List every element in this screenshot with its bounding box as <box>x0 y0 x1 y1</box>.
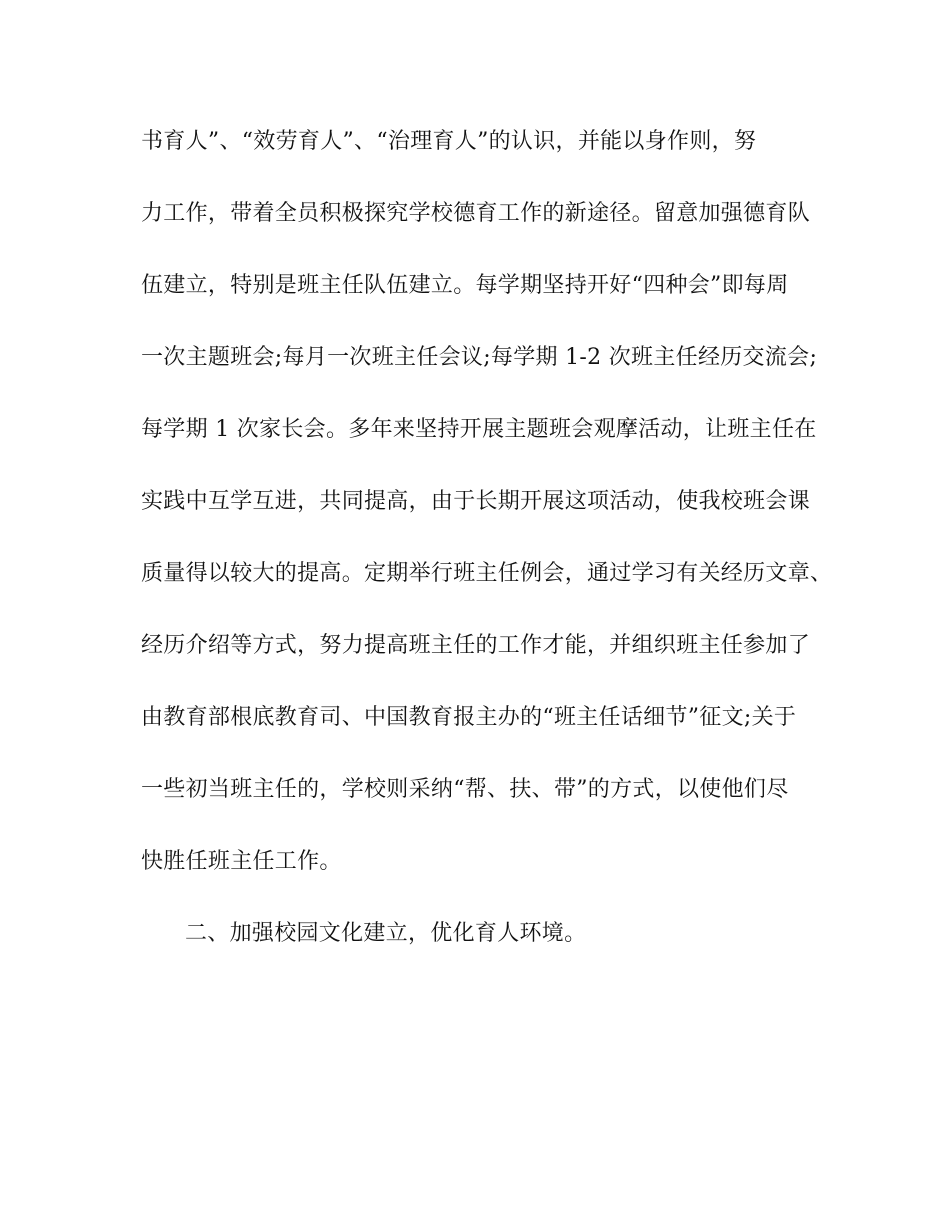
paragraph-line: 伍建立，特别是班主任队伍建立。每学期坚持开好“四种会”即每周 <box>141 273 789 298</box>
paragraph-line: 书育人”、“效劳育人”、“治理育人”的认识，并能以身作则，努 <box>141 129 757 154</box>
paragraph-line: 一次主题班会;每月一次班主任会议;每学期 1-2 次班主任经历交流会; <box>141 345 818 370</box>
paragraph-line: 实践中互学互进，共同提高，由于长期开展这项活动，使我校班会课 <box>141 489 811 514</box>
paragraph-line: 由教育部根底教育司、中国教育报主办的“班主任话细节”征文;关于 <box>141 705 797 730</box>
section-heading: 二、加强校园文化建立，优化育人环境。 <box>185 921 587 946</box>
paragraph-line: 经历介绍等方式，努力提高班主任的工作才能，并组织班主任参加了 <box>141 633 811 658</box>
paragraph-line: 每学期 1 次家长会。多年来坚持开展主题班会观摩活动，让班主任在 <box>141 417 817 442</box>
paragraph-line: 质量得以较大的提高。定期举行班主任例会，通过学习有关经历文章、 <box>141 561 833 586</box>
paragraph-line: 力工作，带着全员积极探究学校德育工作的新途径。留意加强德育队 <box>141 201 811 226</box>
paragraph-line: 快胜任班主任工作。 <box>141 849 342 874</box>
paragraph-line: 一些初当班主任的，学校则采纳“帮、扶、带”的方式，以使他们尽 <box>141 777 789 802</box>
